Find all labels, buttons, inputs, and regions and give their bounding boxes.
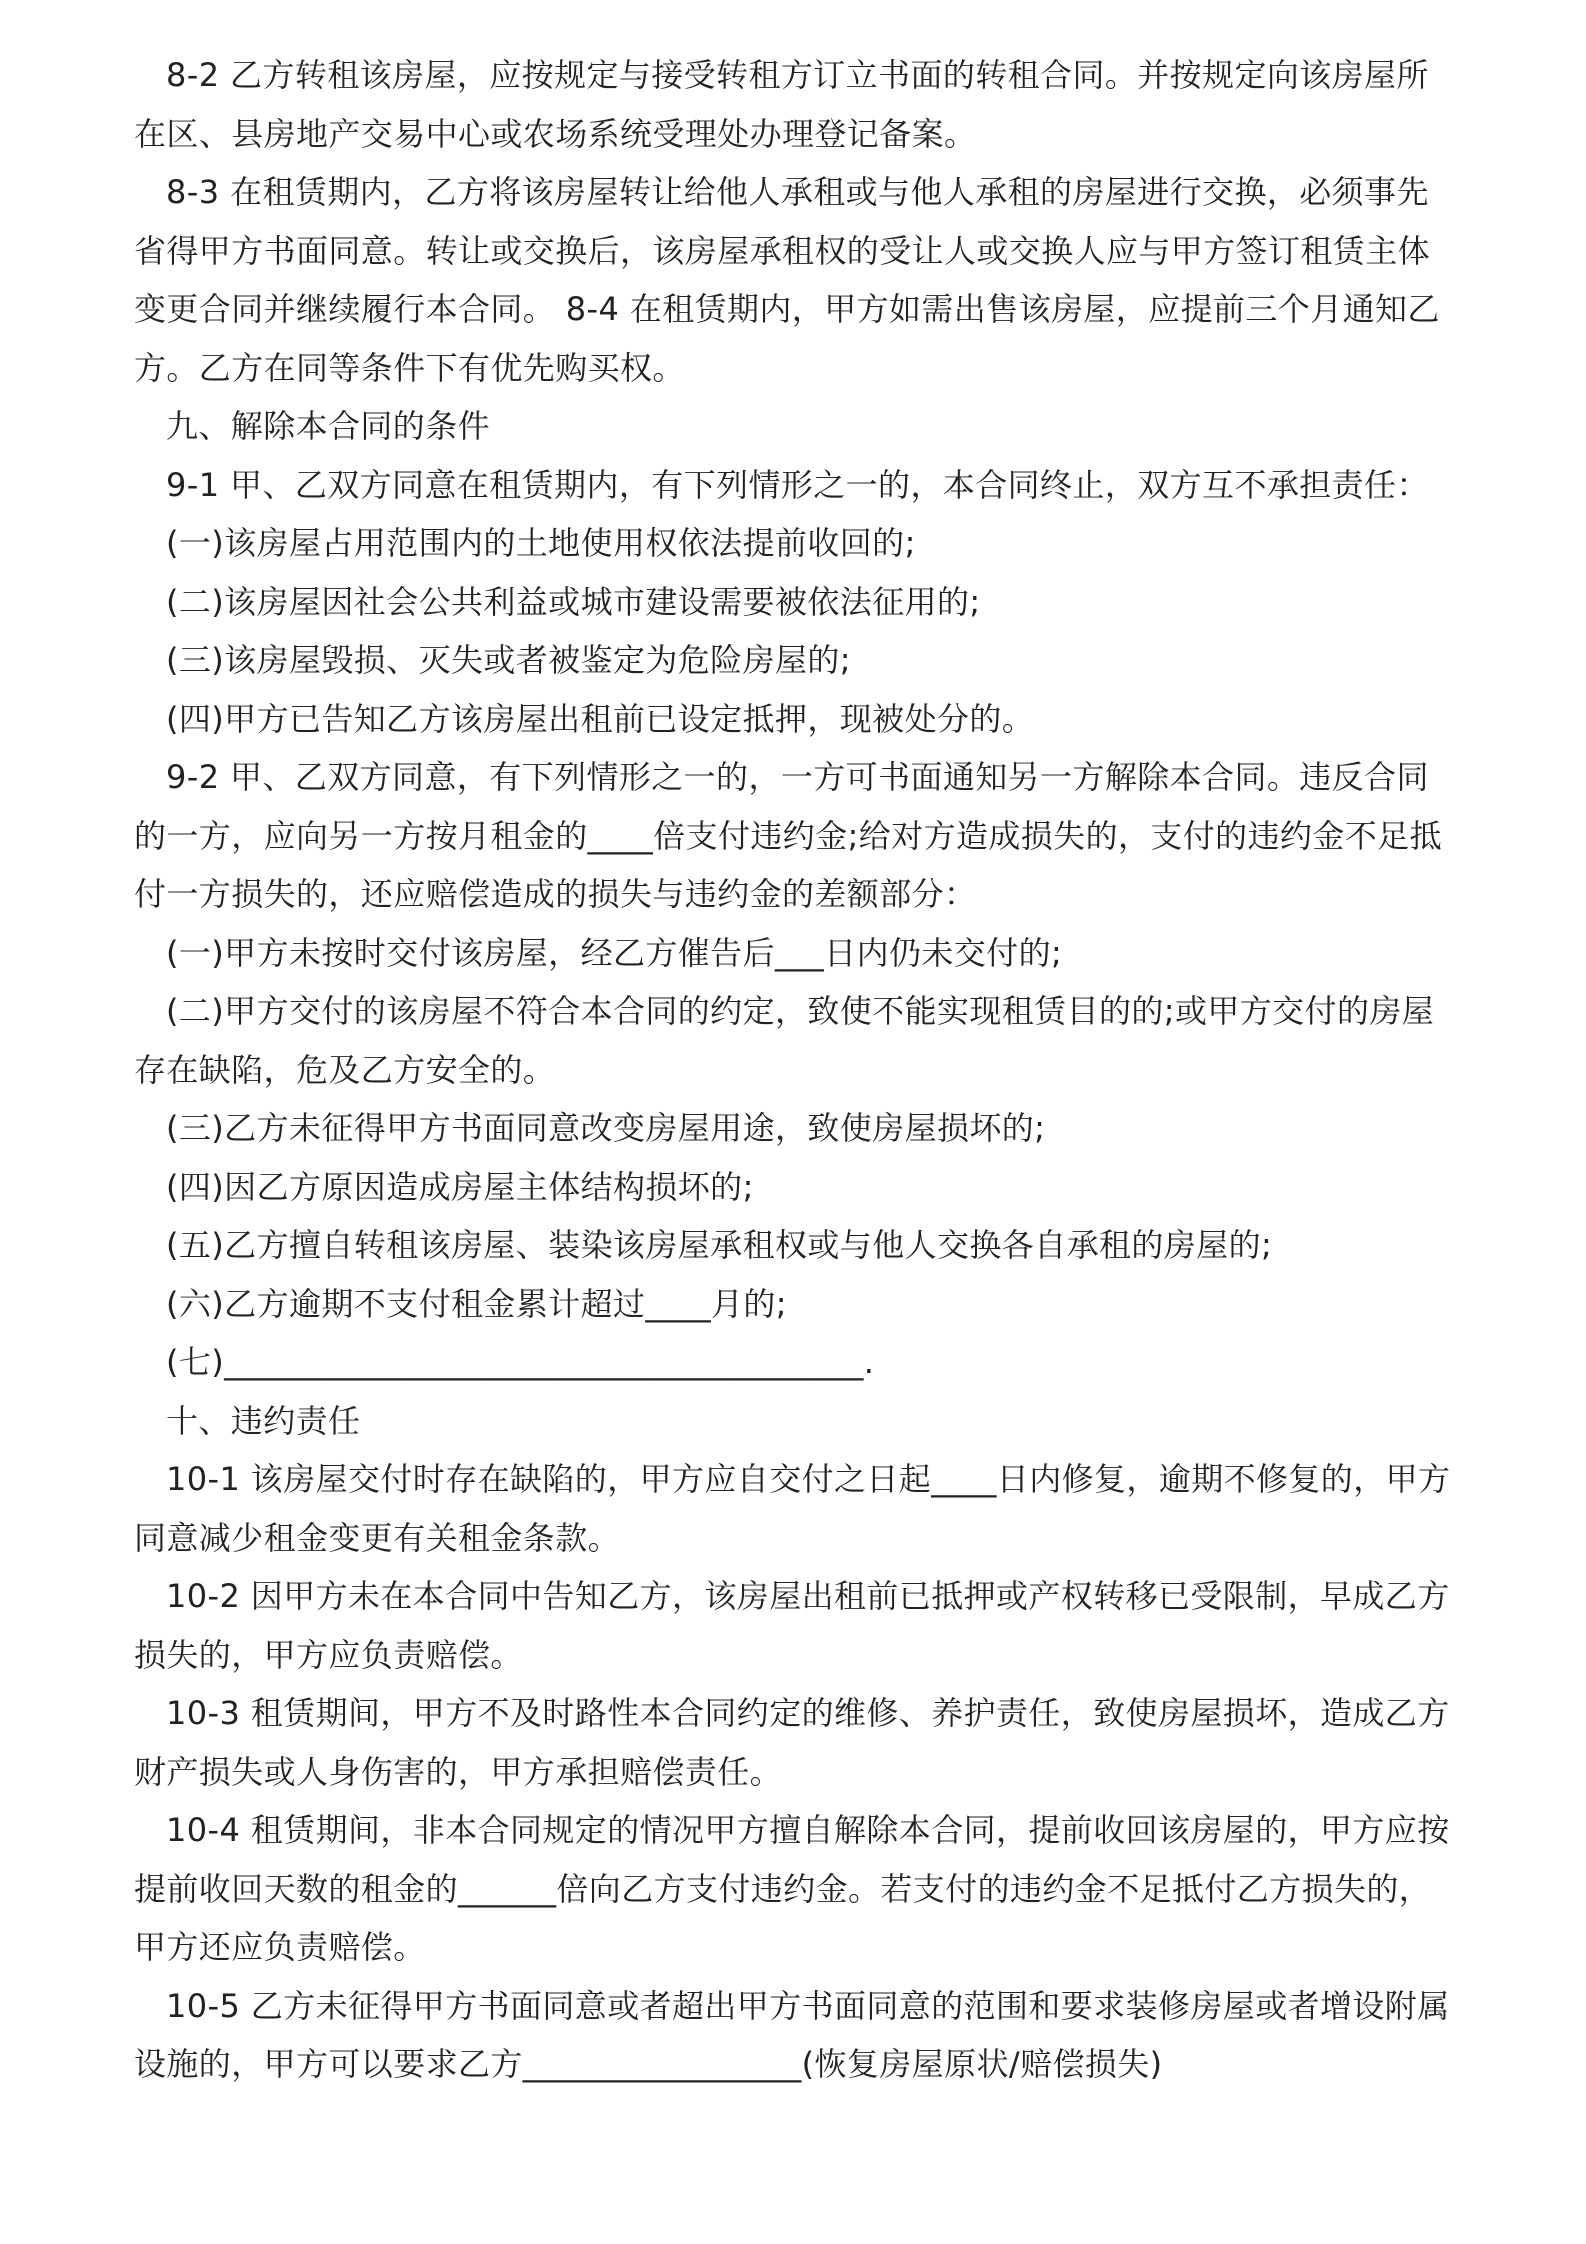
section-heading-9: 九、解除本合同的条件 (166, 407, 491, 445)
section-heading-10: 十、违约责任 (166, 1401, 361, 1440)
clause-8-2: 8-2 乙方转租该房屋，应按规定与接受转租方订立书面的转租合同。并按规定向该房屋所在区、县房地产交易中心或农场系统受理处办理登记备案。 (134, 56, 1429, 153)
clause-9-1-item-2: (二)该房屋因社会公共利益或城市建设需要被依法征用的; (166, 582, 981, 621)
clause-10-3: 10-3 租赁期间，甲方不及时路性本合同约定的维修、养护责任，致使房屋损坏，造成乙方财产损失或人身伤害的，甲方承担赔偿责任。 (134, 1694, 1450, 1791)
clause-9-2-item-4: (四)因乙方原因造成房屋主体结构损坏的; (166, 1167, 754, 1206)
clause-9-2-item-5: (五)乙方擅自转租该房屋、装染该房屋承租权或与他人交换各自承租的房屋的; (166, 1226, 1273, 1264)
clause-9-2: 9-2 甲、乙双方同意，有下列情形之一的，一方可书面通知另一方解除本合同。违反合同的一方，应向另一方按月租金的____倍支付违约金;给对方造成损失的，支付的违约金不足抵付一方损失的，还应赔偿造成的损失与违约金的差额部分： (134, 758, 1442, 913)
clause-9-1-item-3: (三)该房屋毁损、灭失或者被鉴定为危险房屋的; (166, 641, 851, 679)
clause-9-1-item-4: (四)甲方已告知乙方该房屋出租前已设定抵押，现被处分的。 (166, 699, 1035, 738)
clause-9-1: 9-1 甲、乙双方同意在租赁期内，有下列情形之一的，本合同终止，双方互不承担责任： (166, 465, 1429, 504)
clause-9-1-item-1: (一)该房屋占用范围内的土地使用权依法提前收回的; (166, 524, 916, 562)
clause-9-2-item-7: (七)_______________________________________. (166, 1343, 875, 1381)
clause-10-4: 10-4 租赁期间，非本合同规定的情况甲方擅自解除本合同，提前收回该房屋的，甲方应按提前收回天数的租金的______倍向乙方支付违约金。若支付的违约金不足抵付乙方损失的，甲方还应负责赔偿。 (134, 1811, 1450, 1966)
clause-9-2-item-1: (一)甲方未按时交付该房屋，经乙方催告后___日内仍未交付的; (166, 933, 1063, 972)
clause-9-2-item-3: (三)乙方未征得甲方书面同意改变房屋用途，致使房屋损坏的; (166, 1109, 1046, 1147)
clause-9-2-item-2: (二)甲方交付的该房屋不符合本合同的约定，致使不能实现租赁目的的;或甲方交付的房屋存在缺陷，危及乙方安全的。 (134, 992, 1435, 1089)
clause-9-2-item-6: (六)乙方逾期不支付租金累计超过____月的; (166, 1284, 787, 1323)
clause-8-3-8-4: 8-3 在租赁期内，乙方将该房屋转让给他人承租或与他人承租的房屋进行交换，必须事先省得甲方书面同意。转让或交换后，该房屋承租权的受让人或交换人应与甲方签订租赁主体变更合同并继续履行本合同。 8-4 在租赁期内，甲方如需出售该房屋，应提前三个月通知乙方。乙方在同等条件下有优先购买权。 (134, 173, 1440, 387)
clause-10-1: 10-1 该房屋交付时存在缺陷的，甲方应自交付之日起____日内修复，逾期不修复的，甲方同意减少租金变更有关租金条款。 (134, 1460, 1451, 1557)
clause-10-2: 10-2 因甲方未在本合同中告知乙方，该房屋出租前已抵押或产权转移已受限制，早成乙方损失的，甲方应负责赔偿。 (134, 1577, 1450, 1674)
clause-10-5: 10-5 乙方未征得甲方书面同意或者超出甲方书面同意的范围和要求装修房屋或者增设附属设施的，甲方可以要求乙方_________________(恢复房屋原状/赔偿损失) (134, 1986, 1450, 2083)
